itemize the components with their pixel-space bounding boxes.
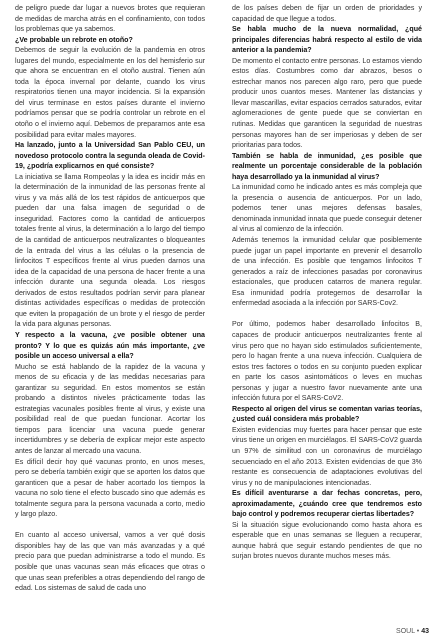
body-paragraph: La iniciativa se llama Rompeolas y la idea es incidir más en la determinación de la inmunidad de las personas frente al virus y va más allá de los test rápidos de anticuerpos que pueden dar una falsa imagen de seguridad o de inseguridad. Factores como la cantidad de anticuerpos totales frente al virus, la determinación a lo largo del tiempo de la cantidad de anticuerpos neutralizantes o bloqueantes de la entrada del virus a las células o la presencia de linfocitos T específicos frente al virus pueden darnos una idea de la capacidad de una persona de hacer frente a una infección durante una segunda oleada. Los riesgos derivados de estos resultados podrían servir para planear distintas actividades específicas o medidas de protección que eviten la propagación de un brote y el riesgo de perder la vida para algunas personas. [15,172,205,329]
folio-page-number: 43 [421,628,429,635]
body-paragraph: En cuanto al acceso universal, vamos a ver qué dosis disponibles hay de las que van más avanzadas y a qué precio para que puedan administrarse a todo el mundo. Es posible que unas vacunas sean más eficaces que otras o que unas sean preferibles a otras dependiendo del rango de edad. Los sistemas de salud de cada uno [15,531,205,593]
body-paragraph: de los países deben de fijar un orden de prioridades y capacidad de que llegue a todos. [232,4,422,23]
interview-question: Se habla mucho de la nueva normalidad, ¿qué principales diferencias habrá respecto al estilo de vida anterior a la pandemia? [232,25,422,55]
interview-question: Ha lanzado, junto a la Universidad San Pablo CEU, un novedoso protocolo contra la segunda oleada de Covid-19, ¿podría explicarnos en qué consiste? [15,141,205,171]
interview-question: También se habla de inmunidad, ¿es posible que realmente un porcentaje considerable de la población haya desarrollado ya la inmunidad al virus? [232,151,422,181]
paragraph-gap [232,309,422,320]
body-paragraph: de peligro puede dar lugar a nuevos brotes que requieran de medidas de marcha atrás en el confinamiento, con todos los problemas que ya sabemos. [15,4,205,34]
interview-question: Y respecto a la vacuna, ¿ve posible obtener una pronto? Y lo que es quizás aún más importante, ¿ve posible un acceso universal a ella? [15,330,205,361]
interview-question: Es difícil aventurarse a dar fechas concretas, pero, aproximadamente, ¿cuándo cree que tendremos esto bajo control y podremos recuperar ciertas libertades? [232,489,422,519]
body-paragraph: Existen evidencias muy fuertes para hacer pensar que este virus tiene un origen en murciélagos. El SARS-CoV2 guarda un 97% de similitud con un coronavirus de murciélago secuenciado en el año 2013. Existen evidencias de que 3% restante es consecuencia de adaptaciones evolutivas del virus y no de manipulaciones intencionadas. [232,425,422,487]
paragraph-gap [15,520,205,531]
body-paragraph: Además tenemos la inmunidad celular que posiblemente puede jugar un papel importante en prevenir el desarrollo de una infección. Es posible que tengamos linfocitos T generados a raíz de infecciones pasadas por coronavirus estacionales, que producen catarros de manera regular. Esa inmunidad podría protegernos de desarrollar la enfermedad asociada a la infección por SARS-Cov2. [232,236,422,308]
right-column [232,3,422,562]
body-paragraph: La inmunidad como he indicado antes es más compleja que la presencia o ausencia de anticuerpos. Por un lado, podemos tener unas mejores defensas basales, denominada inmunidad innata que puede conseguir detener al virus al comienzo de la infección. [232,183,422,234]
body-paragraph: Si la situación sigue evolucionando como hasta ahora es esperable que en unas semanas se lleguen a recuperar, aunque habrá que seguir estando pendientes de que no surjan brotes nuevos durante muchos meses más. [232,520,422,561]
page-folio [396,628,429,635]
body-paragraph: Mucho se está hablando de la rapidez de la vacuna y menos de su eficacia y de las medidas necesarias para garantizar su seguridad. En estos momentos se están probando a distintos niveles prácticamente todas las estrategias vacunales posibles frente al virus, y existe una posibilidad real de que puedan funcionar. Acortar los tiempos para licenciar una vacuna puede generar incertidumbres y se debería de explicar mejor este aspecto antes de lanzar al mercado una vacuna. [15,362,205,455]
folio-section: SOUL [396,628,415,635]
body-paragraph: Debemos de seguir la evolución de la pandemia en otros lugares del mundo, especialmente en los del hemisferio sur que ahora se encuentran en el otoño austral. Tienen aún toda la época invernal por delante, cuando los virus respiratorios tienen una mayor incidencia. Si la expansión del virus terminase en estos países durante el invierno podríamos pensar que se podría controlar un rebrote en el otoño o el invierno aquí. Debemos de prepararnos ante esa posibilidad para evitar males mayores. [15,46,205,139]
body-paragraph: Es difícil decir hoy qué vacunas pronto, en unos meses, pero se debería también exigir que se aporten los datos que garanticen que a pesar de haber acortado los tiempos la vacuna no solo tiene el efecto buscado sino que además es totalmente segura para la persona vacunada a corto, medio y largo plazo. [15,457,205,519]
folio-separator: • [416,628,420,635]
body-paragraph: Por último, podemos haber desarrollado linfocitos B, capaces de producir anticuerpos neutralizantes frente al virus pero que no hayan sido estimulados suficientemente, pero lo hagan frente a una nueva infección. Cualquiera de estos tres factores o todos en su conjunto pueden explicar en parte los casos asintomáticos o leves en muchas personas y jugar a nuestro favor nuevamente ante una infección futura por el SARS-CoV2. [232,320,422,403]
body-paragraph: De momento el contacto entre personas. Lo estamos viendo estos días. Costumbres como dar abrazos, besos o estrechar manos nos parecen algo raro, pero que puede producir unos cuantos meses. Mantener las distancias y llevar mascarillas, evitar espacios cerrados saturados, evitar aglomeraciones de gente puede que se conviertan en rutinas. Medidas que garanticen la seguridad de nuestras personas mayores han de ser imperiosas y deben de ser prioritarias para todos. [232,56,422,150]
left-column [15,3,205,594]
interview-question: ¿Ve probable un rebrote en otoño? [15,35,133,44]
interview-question: Respecto al origen del virus se comentan varias teorías, ¿usted cuál considera más probable? [232,404,422,424]
